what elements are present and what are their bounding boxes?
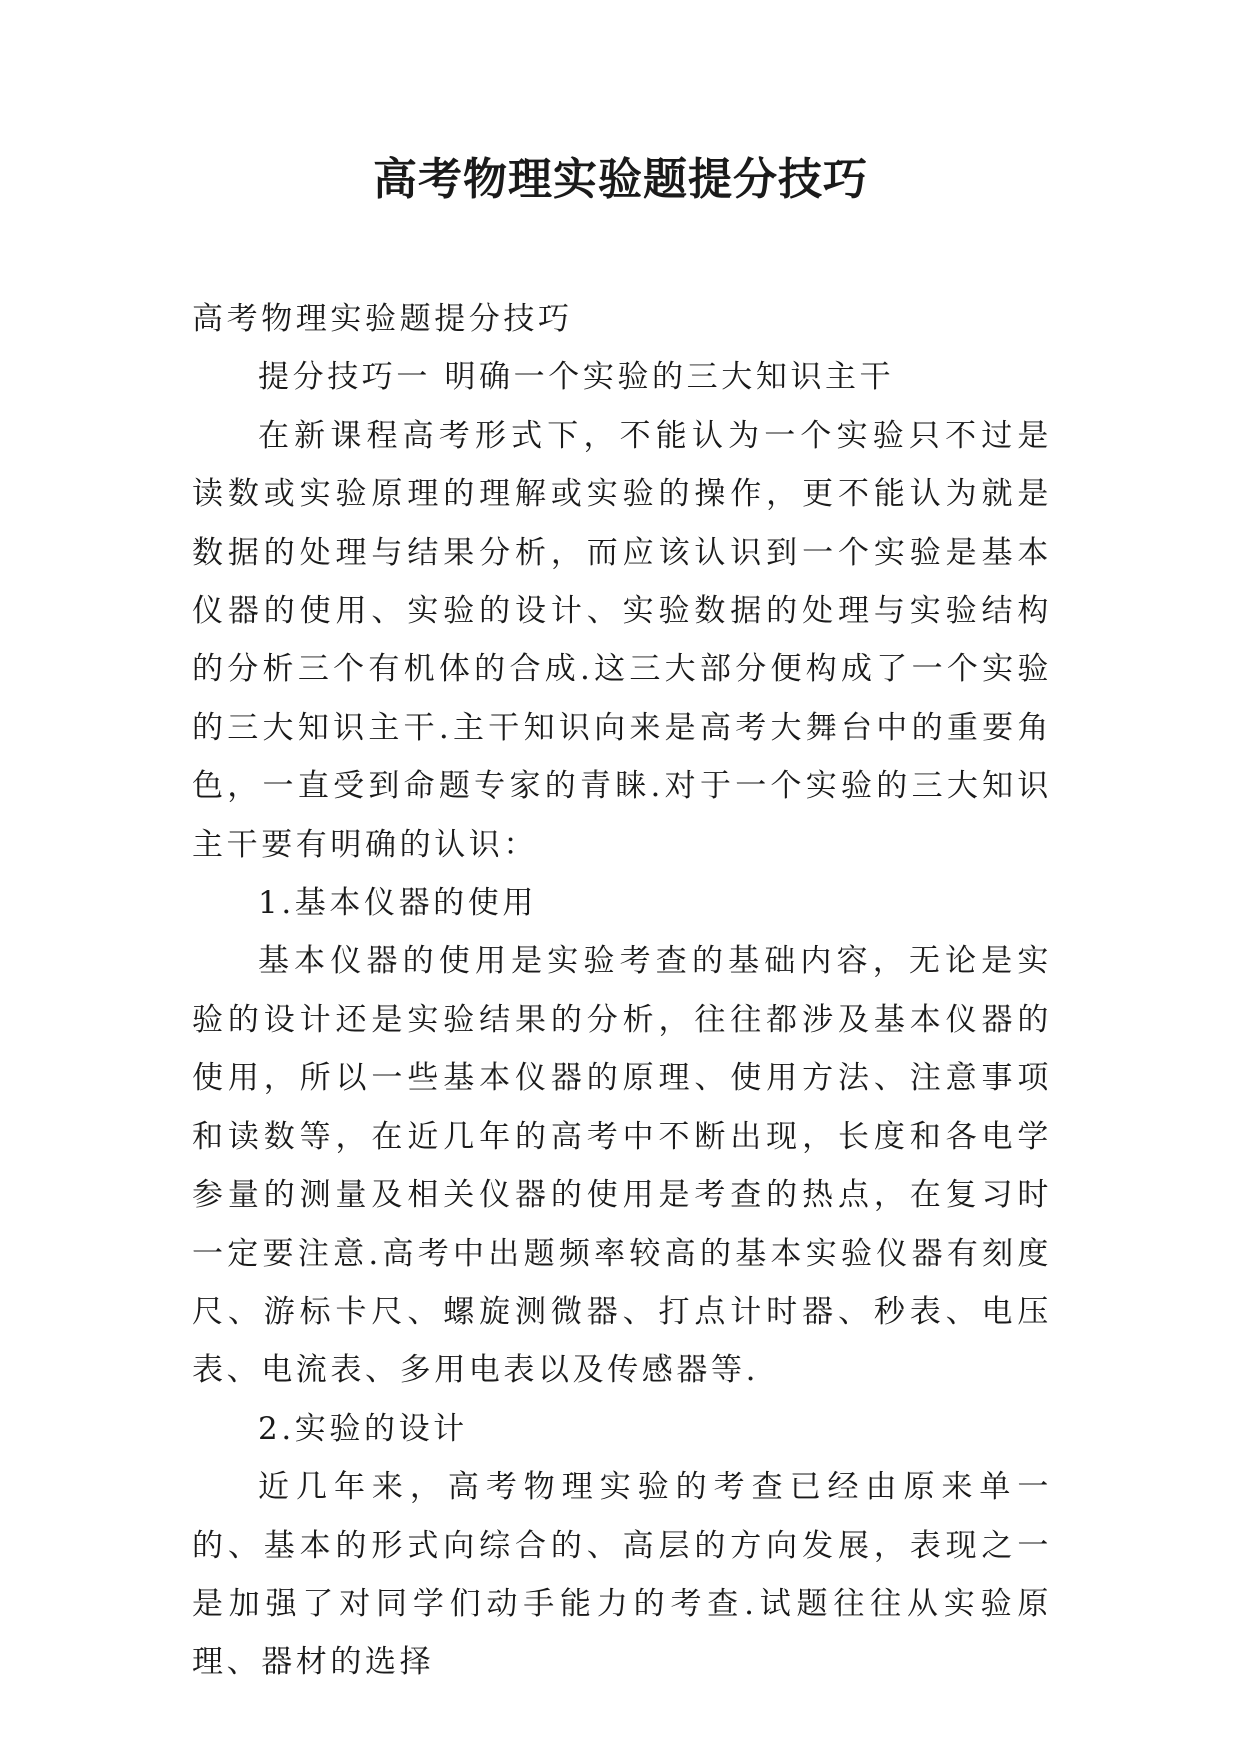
section-heading: 提分技巧一 明确一个实验的三大知识主干 [258,359,895,396]
body-paragraph: 近几年来，高考物理实验的考查已经由原来单一的、基本的形式向综合的、高层的方向发展，表现之一是加强了对同学们动手能力的考查.试题往往从实验原理、器材的选择 [192,1469,1052,1681]
subsection-heading: 1.基本仪器的使用 [258,885,537,922]
body-paragraph: 在新课程高考形式下，不能认为一个实验只不过是读数或实验原理的理解或实验的操作，更不能认为就是数据的处理与结果分析，而应该认识到一个实验是基本仪器的使用、实验的设计、实验数据的处理与实验结构的分析三个有机体的合成.这三大部分便构成了一个实验的三大知识主干.主干知识向来是高考大舞台中的重要角色，一直受到命题专家的青睐.对于一个实验的三大知识主干要有明确的认识： [192,417,1052,863]
document-title: 高考物理实验题提分技巧 [373,154,868,205]
subtitle-line: 高考物理实验题提分技巧 [192,301,573,337]
body-paragraph: 基本仪器的使用是实验考查的基础内容，无论是实验的设计还是实验结果的分析，往往都涉及基本仪器的使用，所以一些基本仪器的原理、使用方法、注意事项和读数等，在近几年的高考中不断出现，长度和各电学参量的测量及相关仪器的使用是考查的热点，在复习时一定要注意.高考中出题频率较高的基本实验仪器有刻度尺、游标卡尺、螺旋测微器、打点计时器、秒表、电压表、电流表、多用电表以及传感器等. [192,943,1052,1389]
document-body [192,290,1052,1692]
subsection-heading: 2.实验的设计 [258,1410,468,1447]
